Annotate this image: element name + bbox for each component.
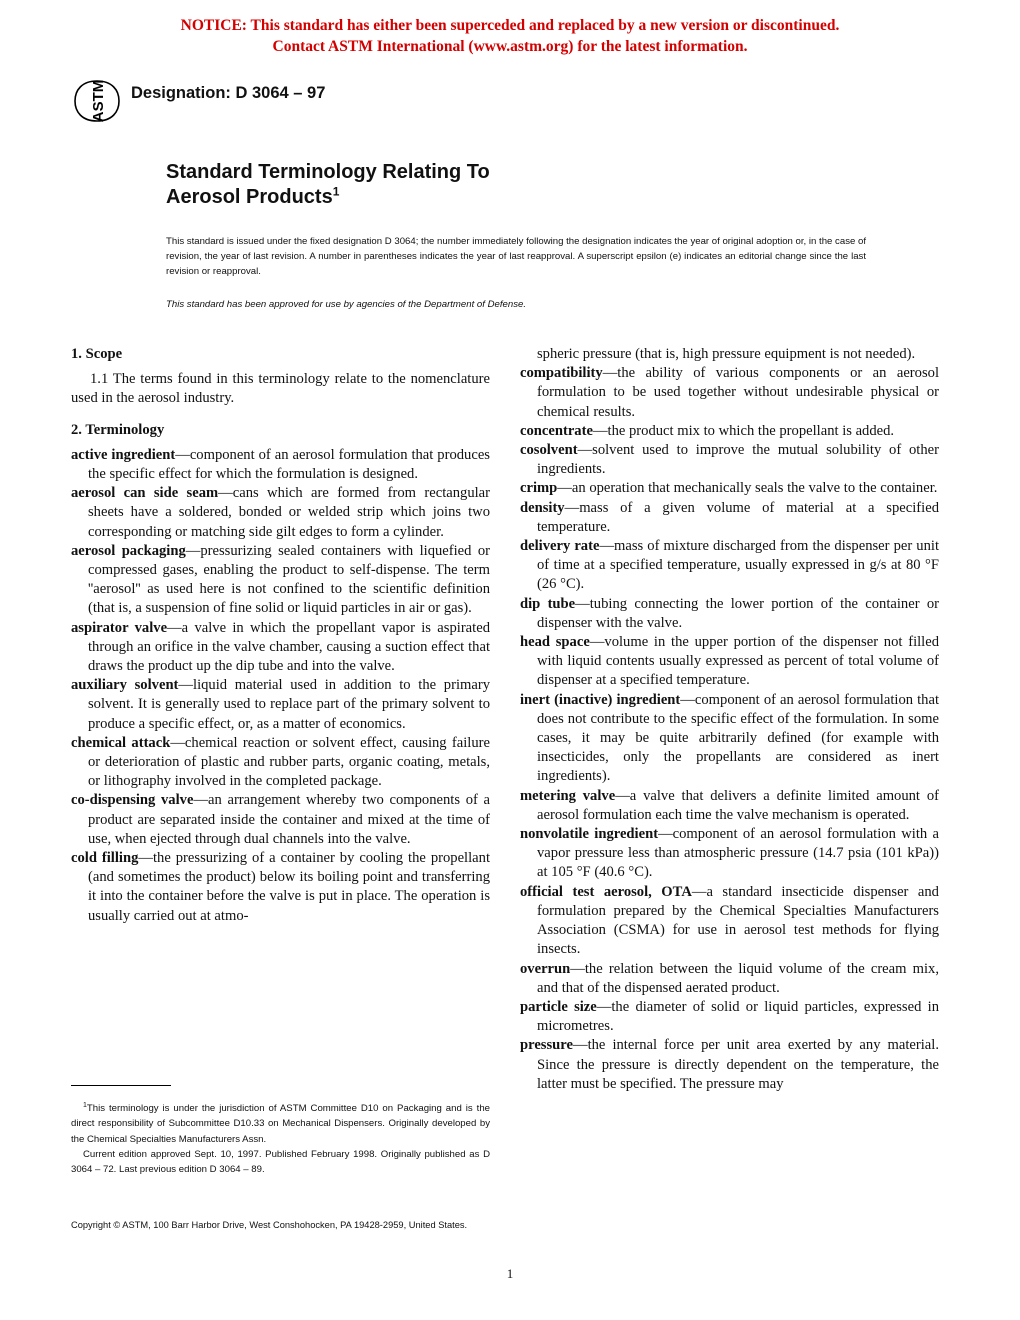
term-label: chemical attack bbox=[71, 734, 171, 751]
term-entry bbox=[520, 883, 939, 960]
term-entry bbox=[520, 422, 939, 441]
footnote bbox=[71, 1098, 490, 1177]
notice-line-2: Contact ASTM International (www.astm.org) for the latest information. bbox=[272, 38, 748, 55]
term-definition: —an operation that mechanically seals the valve to the container. bbox=[557, 480, 938, 497]
term-label: official test aerosol, OTA bbox=[520, 883, 692, 900]
term-entry bbox=[520, 537, 939, 595]
term-entry bbox=[520, 1036, 939, 1094]
term-definition: —the diameter of solid or liquid particles, expressed in micrometres. bbox=[537, 998, 939, 1035]
term-entry bbox=[71, 791, 490, 849]
term-label: active ingredient bbox=[71, 446, 176, 463]
title-line-2: Aerosol Products$^1$ bbox=[166, 184, 340, 208]
term-entry bbox=[71, 849, 490, 926]
term-entry bbox=[520, 825, 939, 883]
term-label: cosolvent bbox=[520, 442, 578, 459]
term-definition: —an arrangement whereby two components of a product are separated inside the container and mixed at the time of use, when ejected through dual channels into the valve. bbox=[88, 792, 490, 847]
term-label: inert (inactive) ingredient bbox=[520, 691, 681, 708]
term-label: head space bbox=[520, 634, 590, 651]
right-column bbox=[520, 345, 939, 1094]
title-footnote-mark: 1 bbox=[332, 184, 340, 199]
term-definition: —component of an aerosol formulation that does not contribute to the specific effect of the formulation. In some cases, it may be quite arbitrarily defined (for example with insecticides, only the propellants are considered as inert ingredients). bbox=[537, 691, 939, 785]
term-label: nonvolatile ingredient bbox=[520, 826, 659, 843]
term-entry bbox=[71, 676, 490, 734]
designation: Designation: D 3064 – 97 bbox=[131, 84, 326, 102]
term-label: delivery rate bbox=[520, 538, 600, 555]
astm-logo-icon bbox=[72, 78, 122, 124]
term-definition: —the ability of various components or an aerosol formulation to be used together without undesirable physical or chemical results. bbox=[537, 365, 939, 420]
term-entry bbox=[520, 499, 939, 537]
term-entry bbox=[520, 787, 939, 825]
term-entry bbox=[520, 479, 939, 498]
scope-heading: 1. Scope bbox=[71, 346, 123, 362]
term-definition: —mass of mixture discharged from the dispenser per unit of time at a specified temperature, usually expressed in g/s at 80 °F (26 °C). bbox=[537, 538, 940, 593]
term-definition: —a valve in which the propellant vapor is aspirated through an orifice in the valve chamber, causing a suction effect that draws the product up the dip tube and into the valve. bbox=[88, 619, 490, 675]
issue-note: This standard is issued under the fixed designation D 3064; the number immediately following the designation indicates the year of original adoption or, in the case of revision, the year of last revision. A number in parentheses indicates the year of last reapproval. A superscript epsilon (e) indicates an editorial change since the last revision or reapproval. bbox=[166, 236, 866, 277]
term-definition: —component of an aerosol formulation that produces the specific effect for which the formulation is designed. bbox=[88, 446, 490, 483]
logo-lettering: ASTM bbox=[90, 79, 107, 123]
dod-approval-note: This standard has been approved for use by agencies of the Department of Defense. bbox=[166, 299, 526, 310]
term-definition: —a standard insecticide dispenser and formulation prepared by the Chemical Specialties Manufacturers Association (CSMA) for use in aerosol test methods for flying insects. bbox=[537, 883, 939, 958]
copyright-line: Copyright © ASTM, 100 Barr Harbor Drive, West Conshohocken, PA 19428-2959, United States. bbox=[71, 1220, 468, 1230]
term-entry bbox=[71, 734, 490, 792]
term-label: auxiliary solvent bbox=[71, 677, 179, 694]
term-entry bbox=[520, 595, 939, 633]
term-entry bbox=[520, 633, 939, 691]
notice-line-1: NOTICE: This standard has either been superceded and replaced by a new version or discontinued. bbox=[180, 17, 840, 34]
title-line-1: Standard Terminology Relating To bbox=[166, 161, 490, 183]
term-label: concentrate bbox=[520, 422, 593, 439]
term-entry bbox=[71, 446, 490, 484]
terms-list-left bbox=[71, 446, 490, 926]
continued-definition: spheric pressure (that is, high pressure equipment is not needed). bbox=[537, 346, 916, 362]
term-label: aspirator valve bbox=[71, 619, 168, 636]
term-entry bbox=[520, 960, 939, 998]
term-definition: —solvent used to improve the mutual solubility of other ingredients. bbox=[537, 442, 939, 478]
term-entry bbox=[520, 691, 939, 787]
footnote-text-1: $^1$This terminology is under the jurisdiction of ASTM Committee D10 on Packaging and is the direct responsibility of Subcommittee D10.33 on Mechanical Dispensers. Originally developed by the Chemical Specialties Manufacturers Assn. bbox=[71, 1102, 490, 1145]
term-label: dip tube bbox=[520, 595, 576, 612]
term-definition: —the internal force per unit area exerted by any material. Since the pressure is directly dependent on the temperature, the latter must be specified. The pressure may bbox=[537, 1037, 939, 1092]
term-label: metering valve bbox=[520, 787, 616, 804]
notice-banner bbox=[0, 15, 1020, 57]
term-definition: —a valve that delivers a definite limited amount of aerosol formulation each time the valve mechanism is operated. bbox=[537, 787, 939, 823]
scope-paragraph: 1.1 The terms found in this terminology relate to the nomenclature used in the aerosol industry. bbox=[71, 371, 490, 407]
term-definition: —cans which are formed from rectangular sheets have a soldered, bonded or welded strip which joins two corresponding or matching side gilt edges to form a cylinder. bbox=[88, 485, 491, 540]
left-column bbox=[71, 345, 490, 926]
document-title bbox=[166, 160, 490, 210]
term-definition: —volume in the upper portion of the dispenser not filled with liquid contents usually expressed as percent of total volume of dispenser at a specified temperature. bbox=[537, 634, 940, 689]
footnote-text-2: Current edition approved Sept. 10, 1997. Published February 1998. Originally published as D 3064 – 72. Last previous edition D 3064 – 89. bbox=[71, 1148, 490, 1175]
term-label: density bbox=[520, 499, 565, 516]
term-definition: —pressurizing sealed containers with liquefied or compressed gases, enabling the product to self-dispense. The term ''aerosol'' as used here is not confined to the scientific definition (that is, a suspension of fine solid or liquid particles in air or gas). bbox=[88, 542, 490, 617]
term-entry bbox=[520, 998, 939, 1036]
term-label: overrun bbox=[520, 960, 571, 977]
footnote-divider bbox=[71, 1085, 171, 1086]
term-label: particle size bbox=[520, 998, 597, 1015]
term-entry bbox=[71, 542, 490, 619]
term-definition: —the relation between the liquid volume of the cream mix, and that of the dispensed aerated product. bbox=[537, 960, 939, 996]
term-definition: —liquid material used in addition to the primary solvent. It is generally used to replace part of the primary solvent to produce a specific effect, or, as a matter of economics. bbox=[88, 677, 490, 732]
term-label: aerosol packaging bbox=[71, 542, 186, 559]
term-definition: —mass of a given volume of material at a specified temperature. bbox=[537, 499, 939, 535]
term-entry bbox=[71, 619, 490, 677]
term-label: compatibility bbox=[520, 365, 603, 382]
page-number: 1 bbox=[506, 1266, 514, 1281]
terminology-heading: 2. Terminology bbox=[71, 421, 165, 438]
terms-list-right bbox=[520, 364, 939, 1094]
term-label: aerosol can side seam bbox=[71, 485, 219, 502]
term-definition: —the product mix to which the propellant is added. bbox=[592, 422, 895, 439]
term-entry bbox=[71, 484, 490, 542]
term-definition: —chemical reaction or solvent effect, causing failure or deterioration of plastic and rubber parts, organic coating, metals, or lithography involved in the completed package. bbox=[88, 734, 490, 790]
term-label: cold filling bbox=[71, 850, 139, 867]
term-label: co-dispensing valve bbox=[71, 792, 194, 809]
term-label: pressure bbox=[520, 1037, 573, 1054]
term-definition: —tubing connecting the lower portion of the container or dispenser with the valve. bbox=[537, 595, 939, 631]
term-label: crimp bbox=[520, 480, 558, 497]
term-entry bbox=[520, 441, 939, 479]
term-definition: —the pressurizing of a container by cooling the propellant (and sometimes the product) below its boiling point and transferring it into the container before the valve is put in place. The operation is usually carried out at atmo- bbox=[88, 850, 490, 924]
term-definition: —component of an aerosol formulation with a vapor pressure less than atmospheric pressure (14.7 psia (101 kPa)) at 105 °F (40.6 °C). bbox=[537, 826, 939, 881]
term-entry bbox=[520, 364, 939, 422]
